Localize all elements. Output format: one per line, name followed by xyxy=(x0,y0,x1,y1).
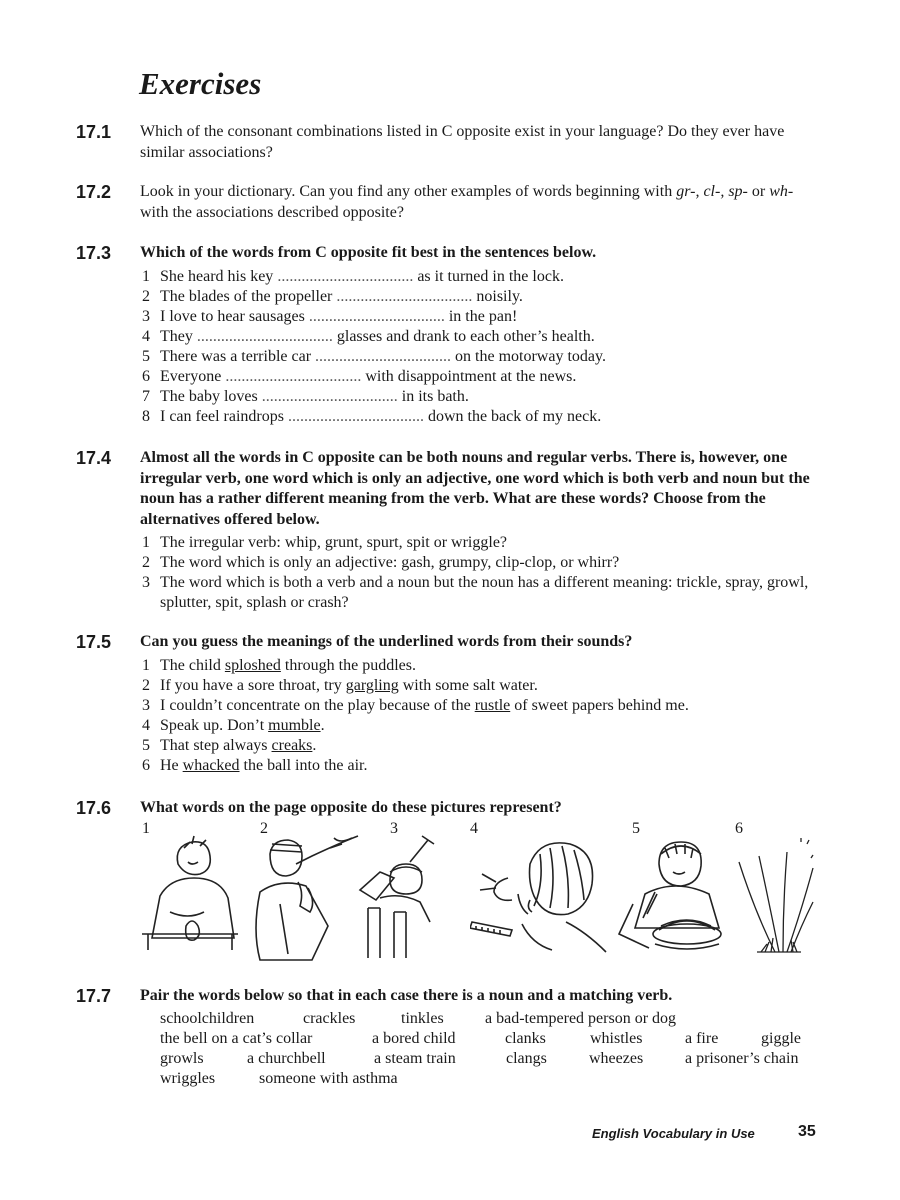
exercise-instruction xyxy=(140,182,820,223)
word-item: wheezes xyxy=(589,1050,644,1067)
underlined-word: whacked xyxy=(182,757,240,774)
item-number: 3 xyxy=(142,574,150,591)
item-text xyxy=(160,327,822,347)
list-item xyxy=(142,553,822,573)
item-text xyxy=(160,267,822,287)
word-item: a bored child xyxy=(372,1030,456,1047)
list-item xyxy=(142,756,822,776)
sentence-end: in its bath. xyxy=(401,388,469,405)
woman-combing-hair-illustration xyxy=(470,834,620,954)
item-text xyxy=(160,367,822,387)
list-item xyxy=(142,696,822,716)
sentence-end: glasses and drank to each other’s health. xyxy=(336,328,595,345)
word-item: a bad-tempered person or dog xyxy=(485,1010,677,1027)
sentence-list xyxy=(142,267,822,427)
word-item: schoolchildren xyxy=(160,1010,255,1027)
word-item: wriggles xyxy=(160,1070,216,1087)
word-item: someone with asthma xyxy=(259,1070,398,1087)
gargling-person-illustration xyxy=(250,834,360,964)
item-number: 6 xyxy=(142,368,150,385)
item-number: 1 xyxy=(142,657,150,674)
item-number: 3 xyxy=(142,697,150,714)
word-item: tinkles xyxy=(401,1010,444,1027)
list-item xyxy=(142,287,822,307)
item-text xyxy=(160,407,822,427)
item-text xyxy=(160,287,822,307)
picture-number: 2 xyxy=(260,820,268,837)
question-list xyxy=(142,533,822,613)
instruction-text: with the associations described opposite? xyxy=(140,203,404,221)
instruction-text: or xyxy=(747,183,770,200)
exercise-instruction: Which of the consonant combinations listed in C opposite exist in your language? Do they ever have similar associations? xyxy=(140,123,785,161)
list-item xyxy=(142,267,822,287)
item-text xyxy=(160,347,822,367)
sentence-start: Speak up. Don’t xyxy=(160,717,269,734)
word-item: a fire xyxy=(685,1030,719,1047)
exercise-number: 17.6 xyxy=(76,798,112,818)
item-number: 4 xyxy=(142,328,150,345)
underlined-word: rustle xyxy=(474,697,511,714)
underlined-word: gargling xyxy=(345,677,399,694)
sentence-start: He xyxy=(160,757,183,774)
list-item xyxy=(142,307,822,327)
word-item: clangs xyxy=(506,1050,547,1067)
exercise-number: 17.5 xyxy=(76,632,112,652)
sentence-end: in the pan! xyxy=(448,308,518,325)
exercise-instruction: Pair the words below so that in each case there is a noun and a matching verb. xyxy=(140,987,673,1004)
sentence-start: The baby loves xyxy=(160,388,258,405)
answer-gap: .................................. xyxy=(336,288,473,305)
sentence-end: with disappointment at the news. xyxy=(365,368,577,385)
list-item xyxy=(142,533,822,553)
sentence-start: The child xyxy=(160,657,225,674)
underlined-word: creaks xyxy=(271,737,313,754)
item-number: 4 xyxy=(142,717,150,734)
exercise-instruction: What words on the page opposite do these pictures represent? xyxy=(140,799,562,816)
underlined-word: sploshed xyxy=(224,657,281,674)
exercise-number: 17.4 xyxy=(76,448,112,468)
exercise-instruction: Almost all the words in C opposite can be both nouns and regular verbs. There is, however, one irregular verb, one word which is only an adjective, one word which is both verb and noun but the noun has a rather different meaning from the verb. What are these words? Choose from the alternatives offered below. xyxy=(140,449,810,528)
sentence-start: There was a terrible car xyxy=(160,348,312,365)
answer-gap: .................................. xyxy=(277,268,414,285)
item-number: 5 xyxy=(142,737,150,754)
eating-person-illustration xyxy=(615,834,740,959)
list-item xyxy=(142,736,822,756)
picture-number: 1 xyxy=(142,820,150,837)
list-item xyxy=(142,367,822,387)
exercise-instruction: Which of the words from C opposite fit best in the sentences below. xyxy=(140,244,597,261)
answer-gap: .................................. xyxy=(287,408,424,425)
page-number: 35 xyxy=(798,1123,816,1140)
word-item: clanks xyxy=(505,1030,546,1047)
page-title: Exercises xyxy=(139,66,262,101)
sentence-start: If you have a sore throat, try xyxy=(160,677,346,694)
picture-number: 6 xyxy=(735,820,743,837)
sentence-end: on the motorway today. xyxy=(455,348,606,365)
picture-number: 3 xyxy=(390,820,398,837)
item-text xyxy=(160,696,822,716)
answer-gap: .................................. xyxy=(315,348,452,365)
item-text: The word which is both a verb and a noun but the noun has a different meaning: trickle, spray, growl, splutter, spit, splash or crash? xyxy=(160,574,809,611)
sentence-end: . xyxy=(320,717,325,734)
word-item: whistles xyxy=(590,1030,643,1047)
instruction-italic: wh- xyxy=(769,183,794,200)
instruction-italic: gr-, cl-, sp- xyxy=(676,183,748,200)
picture-number: 5 xyxy=(632,820,640,837)
list-item xyxy=(142,656,822,676)
sentence-start: That step always xyxy=(160,737,272,754)
sentence-end: through the puddles. xyxy=(280,657,416,674)
sentence-start: I love to hear sausages xyxy=(160,308,305,325)
exercise-number: 17.3 xyxy=(76,243,112,263)
item-number: 1 xyxy=(142,534,150,551)
item-number: 2 xyxy=(142,677,150,694)
picture-number: 4 xyxy=(470,820,478,837)
item-text xyxy=(160,387,822,407)
sentence-end: noisily. xyxy=(476,288,523,305)
underlined-word: mumble xyxy=(268,717,321,734)
book-title: English Vocabulary in Use xyxy=(592,1126,755,1141)
list-item xyxy=(142,573,822,613)
sentence-end: of sweet papers behind me. xyxy=(510,697,689,714)
item-text xyxy=(160,656,822,676)
sentence-end: the ball into the air. xyxy=(239,757,368,774)
answer-gap: .................................. xyxy=(308,308,445,325)
item-text: The irregular verb: whip, grunt, spurt, spit or wriggle? xyxy=(160,534,508,551)
item-text xyxy=(160,716,822,736)
item-number: 1 xyxy=(142,268,150,285)
sentence-end: with some salt water. xyxy=(398,677,538,694)
list-item xyxy=(142,676,822,696)
item-text xyxy=(160,756,822,776)
sentence-start: She heard his key xyxy=(160,268,274,285)
list-item xyxy=(142,387,822,407)
item-number: 2 xyxy=(142,554,150,571)
sneezing-person-illustration xyxy=(140,834,245,954)
answer-gap: .................................. xyxy=(261,388,398,405)
item-text: The word which is only an adjective: gash, grumpy, clip-clop, or whirr? xyxy=(160,554,620,571)
list-item xyxy=(142,407,822,427)
word-item: a churchbell xyxy=(247,1050,326,1067)
word-item: the bell on a cat’s collar xyxy=(160,1030,313,1047)
word-item: a prisoner’s chain xyxy=(685,1050,799,1067)
word-item: crackles xyxy=(303,1010,356,1027)
sentence-end: . xyxy=(312,737,317,754)
word-item: a steam train xyxy=(374,1050,456,1067)
sentence-end: down the back of my neck. xyxy=(427,408,602,425)
sentence-start: The blades of the propeller xyxy=(160,288,333,305)
item-number: 6 xyxy=(142,757,150,774)
instruction-text: Look in your dictionary. Can you find any other examples of words beginning with xyxy=(140,183,677,200)
answer-gap: .................................. xyxy=(196,328,333,345)
word-item: growls xyxy=(160,1050,204,1067)
list-item xyxy=(142,716,822,736)
item-number: 7 xyxy=(142,388,150,405)
answer-gap: .................................. xyxy=(225,368,362,385)
grass-spray-illustration xyxy=(735,834,820,959)
sentence-end: as it turned in the lock. xyxy=(417,268,564,285)
exercise-number: 17.7 xyxy=(76,986,112,1006)
item-number: 5 xyxy=(142,348,150,365)
item-text xyxy=(160,736,822,756)
list-item xyxy=(142,327,822,347)
hammering-man-illustration xyxy=(350,834,460,964)
item-text xyxy=(160,307,822,327)
list-item xyxy=(142,347,822,367)
sentence-start: I can feel raindrops xyxy=(160,408,284,425)
item-text xyxy=(160,676,822,696)
item-number: 2 xyxy=(142,288,150,305)
sentence-list xyxy=(142,656,822,776)
word-item: giggle xyxy=(761,1030,801,1047)
sentence-start: Everyone xyxy=(160,368,222,385)
item-number: 8 xyxy=(142,408,150,425)
picture-strip xyxy=(140,820,820,980)
exercise-instruction: Can you guess the meanings of the underlined words from their sounds? xyxy=(140,633,633,650)
sentence-start: I couldn’t concentrate on the play because of the xyxy=(160,697,475,714)
sentence-start: They xyxy=(160,328,193,345)
item-number: 3 xyxy=(142,308,150,325)
exercise-number: 17.2 xyxy=(76,182,112,202)
exercise-number: 17.1 xyxy=(76,122,112,142)
